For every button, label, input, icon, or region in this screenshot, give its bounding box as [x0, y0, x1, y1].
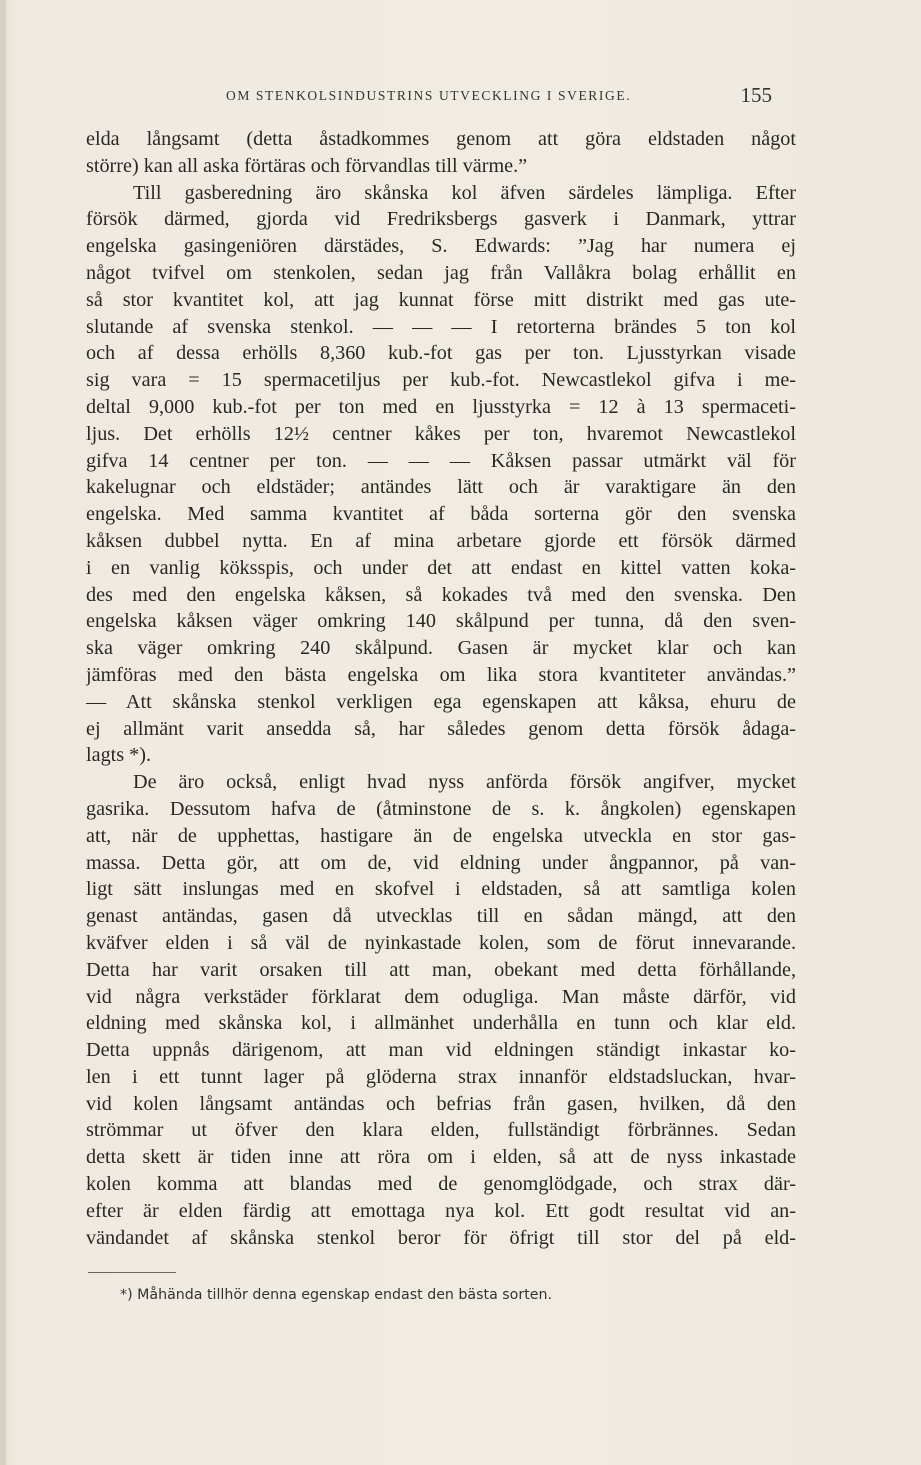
page-number: 155	[740, 83, 772, 107]
text-line: elda långsamt (detta åstadkommes genom att göra eldstaden något	[86, 128, 796, 150]
text-line: gifva 14 centner per ton. — — — Kåksen passar utmärkt väl för	[86, 449, 796, 472]
text-line: ska väger omkring 240 skålpund. Gasen är mycket klar och kan	[86, 637, 796, 660]
text-line: massa. Detta gör, att om de, vid eldning under ångpannor, på van-	[86, 851, 796, 874]
text-line: engelska kåksen väger omkring 140 skålpund per tunna, då den sven-	[86, 610, 796, 633]
text-line: genast antändas, gasen då utvecklas till en sådan mängd, att den	[86, 905, 796, 928]
text-line: efter är elden färdig att emottaga nya kol. Ett godt resultat vid an-	[86, 1199, 796, 1222]
running-title: OM STENKOLSINDUSTRINS UTVECKLING I SVERIGE.	[226, 88, 632, 103]
text-line: så stor kvantitet kol, att jag kunnat förse mitt distrikt med gas ute-	[86, 288, 796, 311]
text-line: vid några verkstäder förklarat dem odugliga. Man måste därför, vid	[86, 985, 796, 1008]
text-line: ligt sätt inslungas med en skofvel i eldstaden, så att samtliga kolen	[86, 878, 796, 901]
text-line: i en vanlig köksspis, och under det att endast en kittel vatten koka-	[86, 556, 796, 579]
text-line: sig vara = 15 spermacetiljus per kub.-fot. Newcastlekol gifva i me-	[86, 369, 796, 392]
text-line: lagts *).	[86, 744, 152, 767]
page-header	[86, 84, 796, 106]
text-line: större) kan all aska förtäras och förvandlas till värme.”	[86, 154, 528, 177]
text-line: — Att skånska stenkol verkligen ega egenskapen att kåksa, ehuru de	[86, 690, 796, 713]
text-line: deltal 9,000 kub.-fot per ton med en ljusstyrka = 12 à 13 spermaceti-	[86, 395, 796, 418]
text-line: att, när de upphettas, hastigare än de engelska utveckla en stor gas-	[86, 824, 796, 847]
text-line: kolen komma att blandas med de genomglödgade, och strax där-	[86, 1173, 796, 1196]
text-line: detta skett är tiden inne att röra om i elden, så att de nyss inkastade	[86, 1146, 796, 1169]
text-line: försök därmed, gjorda vid Fredriksbergs gasverk i Danmark, yttrar	[86, 208, 796, 231]
body-text	[86, 126, 796, 1251]
text-line: engelska gasingeniören därstädes, S. Edwards: ”Jag har numera ej	[86, 235, 796, 258]
text-line: jämföras med den bästa engelska om lika stora kvantiteter användas.”	[86, 663, 796, 686]
text-line: De äro också, enligt hvad nyss anförda försök angifver, mycket	[133, 771, 796, 794]
text-line: vändandet af skånska stenkol beror för öfrigt till stor del på eld-	[86, 1226, 796, 1249]
text-line: engelska. Med samma kvantitet af båda sorterna gör den svenska	[86, 503, 796, 526]
text-line: Detta uppnås därigenom, att man vid eldningen ständigt inkastar ko-	[86, 1039, 796, 1062]
footnote-divider	[88, 1272, 176, 1273]
text-line: vid kolen långsamt antändas och befrias från gasen, hvilken, då den	[86, 1092, 796, 1115]
text-line: ej allmänt varit ansedda så, har således genom detta försök ådaga-	[86, 717, 796, 740]
text-line: slutande af svenska stenkol. — — — I retorterna brändes 5 ton kol	[86, 315, 796, 338]
text-line: gasrika. Dessutom hafva de (åtminstone de s. k. ångkolen) egenskapen	[86, 797, 796, 820]
text-line: eldning med skånska kol, i allmänhet underhålla en tunn och klar eld.	[86, 1012, 796, 1035]
text-line: Till gasberedning äro skånska kol äfven särdeles lämpliga. Efter	[133, 181, 796, 204]
footnote: *) Måhända tillhör denna egenskap endast den bästa sorten.	[120, 1287, 552, 1303]
text-line: strömmar ut öfver den klara elden, fullständigt förbrännes. Sedan	[86, 1119, 796, 1142]
text-line: len i ett tunnt lager på glöderna strax innanför eldstadsluckan, hvar-	[86, 1065, 796, 1088]
text-line: ljus. Det erhölls 12½ centner kåkes per ton, hvaremot Newcastlekol	[86, 422, 796, 445]
text-line: kakelugnar och eldstäder; antändes lätt och är varaktigare än den	[86, 476, 796, 499]
text-line: kväfver elden i så väl de nyinkastade kolen, som de förut innevarande.	[86, 931, 796, 954]
page-edge	[0, 0, 6, 1465]
text-line: och af dessa erhölls 8,360 kub.-fot gas per ton. Ljusstyrkan visade	[86, 342, 796, 365]
text-line: kåksen dubbel nytta. En af mina arbetare gjorde ett försök därmed	[86, 529, 796, 552]
text-line: Detta har varit orsaken till att man, obekant med detta förhållande,	[86, 958, 796, 981]
text-line: något tvifvel om stenkolen, sedan jag från Vallåkra bolag erhållit en	[86, 261, 796, 284]
text-line: des med den engelska kåksen, så kokades två med den svenska. Den	[86, 583, 796, 606]
